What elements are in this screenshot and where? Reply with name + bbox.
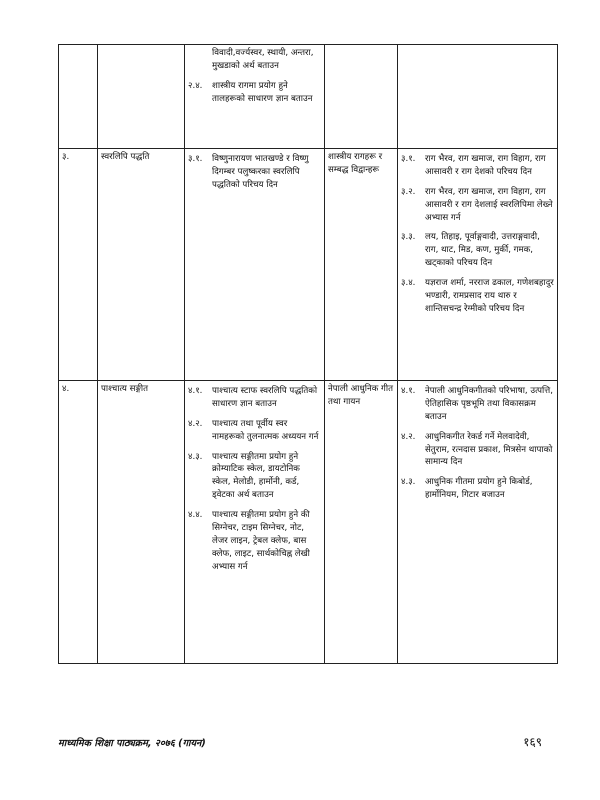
list-item xyxy=(401,431,554,470)
topic-cell: शास्त्रीय रागहरू र सम्बद्ध विद्वान्हरू xyxy=(325,149,398,381)
item-text: पाश्चात्य तथा पूर्वीय स्वर नामहरूको तुलनात्मक अध्ययन गर्न xyxy=(212,418,319,442)
table-row xyxy=(59,149,558,381)
item-text: विष्णुनारायण भातखण्डे र विष्णु दिगम्बर पलुष्करका स्वरलिपि पद्धतिको परिचय दिन xyxy=(212,154,309,190)
list-item xyxy=(188,80,321,106)
list-item xyxy=(401,231,554,270)
activities-cell xyxy=(398,381,558,664)
list-item xyxy=(401,385,554,424)
item-number: ४.२. xyxy=(188,418,203,429)
item-number: ३.१. xyxy=(188,154,203,164)
item-text: राग भैरव, राग खमाज, राग विहाग, राग आसावरी र राग देशको परिचय दिन xyxy=(425,154,546,177)
objectives-cell xyxy=(185,45,325,149)
list-item xyxy=(188,418,321,444)
item-number: ४.४. xyxy=(188,510,203,521)
activities-cell xyxy=(398,45,558,149)
item-number xyxy=(188,47,212,73)
unit-number-cell: ४. xyxy=(59,381,98,664)
item-number: ३.२. xyxy=(401,186,416,197)
topic-cell xyxy=(325,45,398,149)
unit-name-cell: स्वरलिपि पद्धति xyxy=(98,149,185,381)
item-text: लय, तिहाइ, पूर्वाङ्गवादी, उत्तराङ्गवादी, राग, थाट, मिड, कण, मुर्की, गमक, खट्काको परिचय दिन xyxy=(425,232,540,269)
item-text: पाश्चात्य सङ्गीतमा प्रयोग हुने क्रोम्याटिक स्केल, डायटोनिक स्केल, मेलोडी, हार्मोनी, कर्ड, ड्वेटका अर्थ बताउन xyxy=(212,451,300,501)
list-item xyxy=(401,277,554,316)
item-text: आधुनिकगीत रेकर्ड गर्ने मेलवादेवी, सेतुराम, रत्नदास प्रकाश, मित्रसेन थापाको सामान्य दिन xyxy=(425,431,553,468)
activities-cell xyxy=(398,149,558,381)
table-row xyxy=(59,45,558,149)
item-text: पाश्चात्य सङ्गीतमा प्रयोग हुने की सिग्नेचर, टाइम सिग्नेचर, नोट, लेजर लाइन, ट्रेबल क्लेफ, बास क्लेफ, लाइट, सार्थकोचिह्न लेखी अभ्यास गर्न xyxy=(212,510,310,572)
list-item xyxy=(188,47,321,73)
footer-title: माध्यमिक शिक्षा पाठ्यक्रम, २०७६ (गायन) xyxy=(58,738,206,749)
list-item xyxy=(188,509,321,573)
objectives-cell xyxy=(185,381,325,664)
item-text: पाश्चात्य स्टाफ स्वरलिपि पद्धतिको साधारण ज्ञान बताउन xyxy=(212,386,318,409)
item-number: २.४. xyxy=(188,80,203,91)
list-item xyxy=(401,186,554,225)
list-item xyxy=(188,385,321,411)
item-number: ४.३. xyxy=(401,477,416,488)
unit-name-cell xyxy=(98,45,185,149)
item-number: ४.३. xyxy=(188,451,203,462)
topic-cell: नेपाली आधुनिक गीत तथा गायन xyxy=(325,381,398,664)
page-number: १६९ xyxy=(523,735,542,749)
item-number: ३.३. xyxy=(401,232,416,243)
objectives-cell xyxy=(185,149,325,381)
item-text: यज्ञराज शर्मा, नरराज ढकाल, गणेशबहादुर भण्डारी, रामप्रसाद राय थारु र शान्तिसचन्द्र रेग्मीको परिचय दिन xyxy=(425,278,554,314)
item-number: ४.२. xyxy=(401,431,416,442)
list-item xyxy=(401,476,554,502)
curriculum-table xyxy=(58,44,558,664)
item-text: आधुनिक गीतमा प्रयोग हुने किबोर्ड, हार्मोनियम, गिटार बजाउन xyxy=(425,477,533,501)
item-number: ३.१. xyxy=(401,154,416,164)
item-number: ४.१. xyxy=(401,386,416,396)
list-item xyxy=(188,153,321,192)
unit-name-cell: पाश्चात्य सङ्गीत xyxy=(98,381,185,664)
item-text: विवादी,वर्ज्यस्वर, स्थायी, अन्तरा, मुखडाको अर्थ बताउन xyxy=(212,48,314,71)
unit-number-cell xyxy=(59,45,98,149)
item-number: ४.१. xyxy=(188,386,203,396)
list-item xyxy=(188,451,321,503)
item-number: ३.४. xyxy=(401,278,416,289)
item-text: नेपाली आधुनिकगीतको परिभाषा, उत्पत्ति, ऐतिहासिक पृष्ठभूमि तथा विकासक्रम बताउन xyxy=(425,386,553,422)
item-text: शास्त्रीय रागमा प्रयोग हुने तालहरूको साधारण ज्ञान बताउन xyxy=(212,80,313,104)
item-text: राग भैरव, राग खमाज, राग विहाग, राग आसावरी र राग देशलाई स्वरलिपिमा लेख्ने अभ्यास गर्न xyxy=(425,186,553,223)
list-item xyxy=(401,153,554,179)
table-row xyxy=(59,381,558,664)
unit-number-cell: ३. xyxy=(59,149,98,381)
